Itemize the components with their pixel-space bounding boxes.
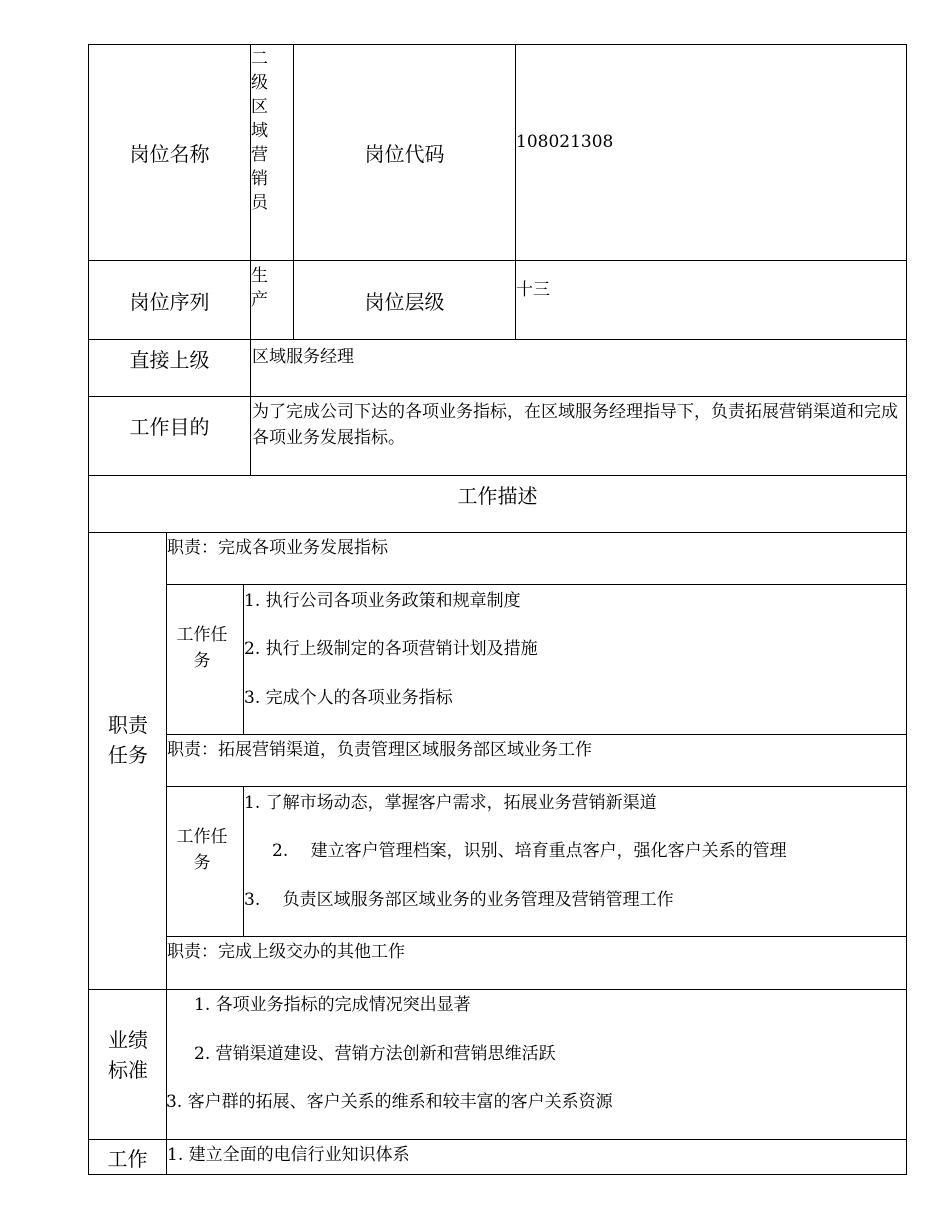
- work-label: 工作: [107, 1146, 148, 1171]
- duty-2-task-3: 3. 负责区域服务部区域业务的业务管理及营销管理工作: [244, 890, 674, 910]
- duty-1-task-1: 1. 执行公司各项业务政策和规章制度: [244, 591, 521, 611]
- performance-item-1: 1. 各项业务指标的完成情况突出显著: [194, 995, 471, 1015]
- work-description-title: 工作描述: [457, 483, 538, 508]
- position-series-value: 生产: [251, 266, 268, 310]
- superior-label: 直接上级: [129, 347, 210, 372]
- duty-1-task-label: 工作任务: [176, 625, 228, 671]
- duty-3: 职责：完成上级交办的其他工作: [167, 942, 405, 962]
- position-code-label: 岗位代码: [364, 142, 445, 166]
- purpose-value: 为了完成公司下达的各项业务指标，在区域服务经理指导下，负责拓展营销渠道和完成各项业务发展指标。: [252, 402, 898, 448]
- position-code-value: 108021308: [516, 132, 614, 152]
- position-level-value: 十三: [516, 280, 550, 300]
- purpose-label: 工作目的: [129, 414, 210, 439]
- duty-1-task-3: 3. 完成个人的各项业务指标: [244, 688, 453, 708]
- duty-2-task-label: 工作任务: [176, 827, 228, 873]
- duties-label: 职责任务: [108, 713, 148, 767]
- position-level-label: 岗位层级: [364, 289, 445, 314]
- duty-2: 职责：拓展营销渠道，负责管理区域服务部区域业务工作: [167, 740, 592, 760]
- duty-1: 职责：完成各项业务发展指标: [167, 538, 388, 558]
- position-name-value: 二级区域营销员: [251, 49, 268, 213]
- performance-item-3: 3. 客户群的拓展、客户关系的维系和较丰富的客户关系资源: [166, 1092, 613, 1112]
- performance-label: 业绩标准: [108, 1028, 148, 1082]
- duty-1-task-2: 2. 执行上级制定的各项营销计划及措施: [244, 639, 538, 659]
- duty-2-task-1: 1. 了解市场动态，掌握客户需求，拓展业务营销新渠道: [244, 793, 657, 813]
- position-series-label: 岗位序列: [129, 289, 210, 314]
- performance-item-2: 2. 营销渠道建设、营销方法创新和营销思维活跃: [194, 1044, 556, 1064]
- position-name-label: 岗位名称: [129, 142, 210, 166]
- work-item-1: 1. 建立全面的电信行业知识体系: [167, 1145, 410, 1165]
- superior-value: 区域服务经理: [252, 347, 354, 367]
- duty-2-task-2: 2. 建立客户管理档案，识别、培育重点客户，强化客户关系的管理: [272, 841, 787, 861]
